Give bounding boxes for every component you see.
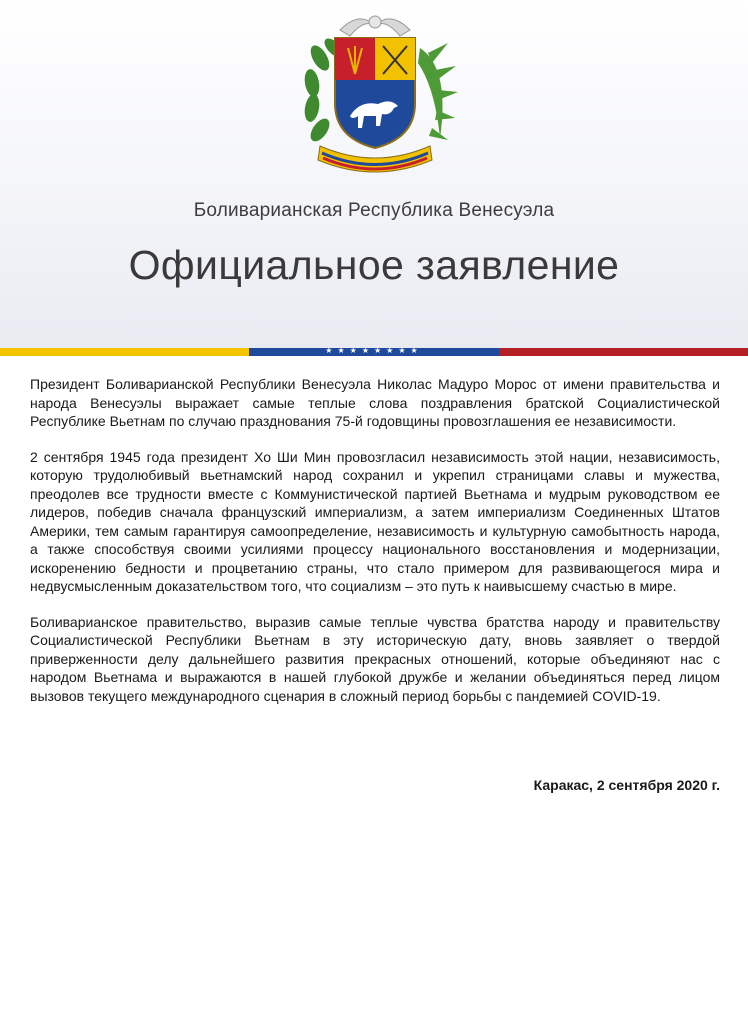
paragraph-2: 2 сентября 1945 года президент Хо Ши Мин провозгласил независимость этой нации, независимость, которую трудолюбивый вьетнамский народ сохранил и укрепил страницами славы и мужества, преодолев все трудности вместе с Коммунистической партией Вьетнама и мудрым руководством ее лидеров, победив сначала французский империализм, а затем империализм Соединенных Штатов Америки, тем самым гарантируя самоопределение, независимость и культурную самобытность народа, а также способствуя своими усилиями процессу национального восстановления и модернизации, искоренению бедности и процветанию страны, что стало примером для развивающегося мира и недвусмысленным доказательством того, что социализм – это путь к наивысшему счастью в мире. <box>30 448 720 594</box>
letterhead <box>0 0 748 348</box>
statement-body <box>30 375 720 722</box>
venezuela-coat-of-arms-icon <box>290 8 460 183</box>
republic-name: Боливарианская Республика Венесуэла <box>193 200 555 221</box>
stripe-yellow <box>0 348 249 356</box>
place-and-date: Каракас, 2 сентября 2020 г. <box>533 777 720 793</box>
stripe-red <box>499 348 748 356</box>
page-title: Официальное заявление <box>128 242 620 288</box>
paragraph-3: Боливарианское правительство, выразив самые теплые чувства братства народу и правительству Социалистической Республики Вьетнам в эту историческую дату, вновь заявляет о твердой приверженности делу дальнейшего развития прекрасных отношений, которые объединяют нас с народом Вьетнама и выражаются в нашей глубокой дружбе и желании объединяться перед лицом вызовов текущего международного сценария в сложный период борьбы с пандемией COVID-19. <box>30 613 720 704</box>
stars-icon: ★★★★★★★★ <box>325 346 423 355</box>
stripe-blue <box>249 348 498 356</box>
paragraph-1: Президент Боливарианской Республики Венесуэла Николас Мадуро Морос от имени правительства и народа Венесуэлы выражает самые теплые слова поздравления братской Социалистической Республике Вьетнам по случаю празднования 75-й годовщины провозглашения ее независимости. <box>30 376 720 429</box>
flag-stripe <box>0 348 748 356</box>
